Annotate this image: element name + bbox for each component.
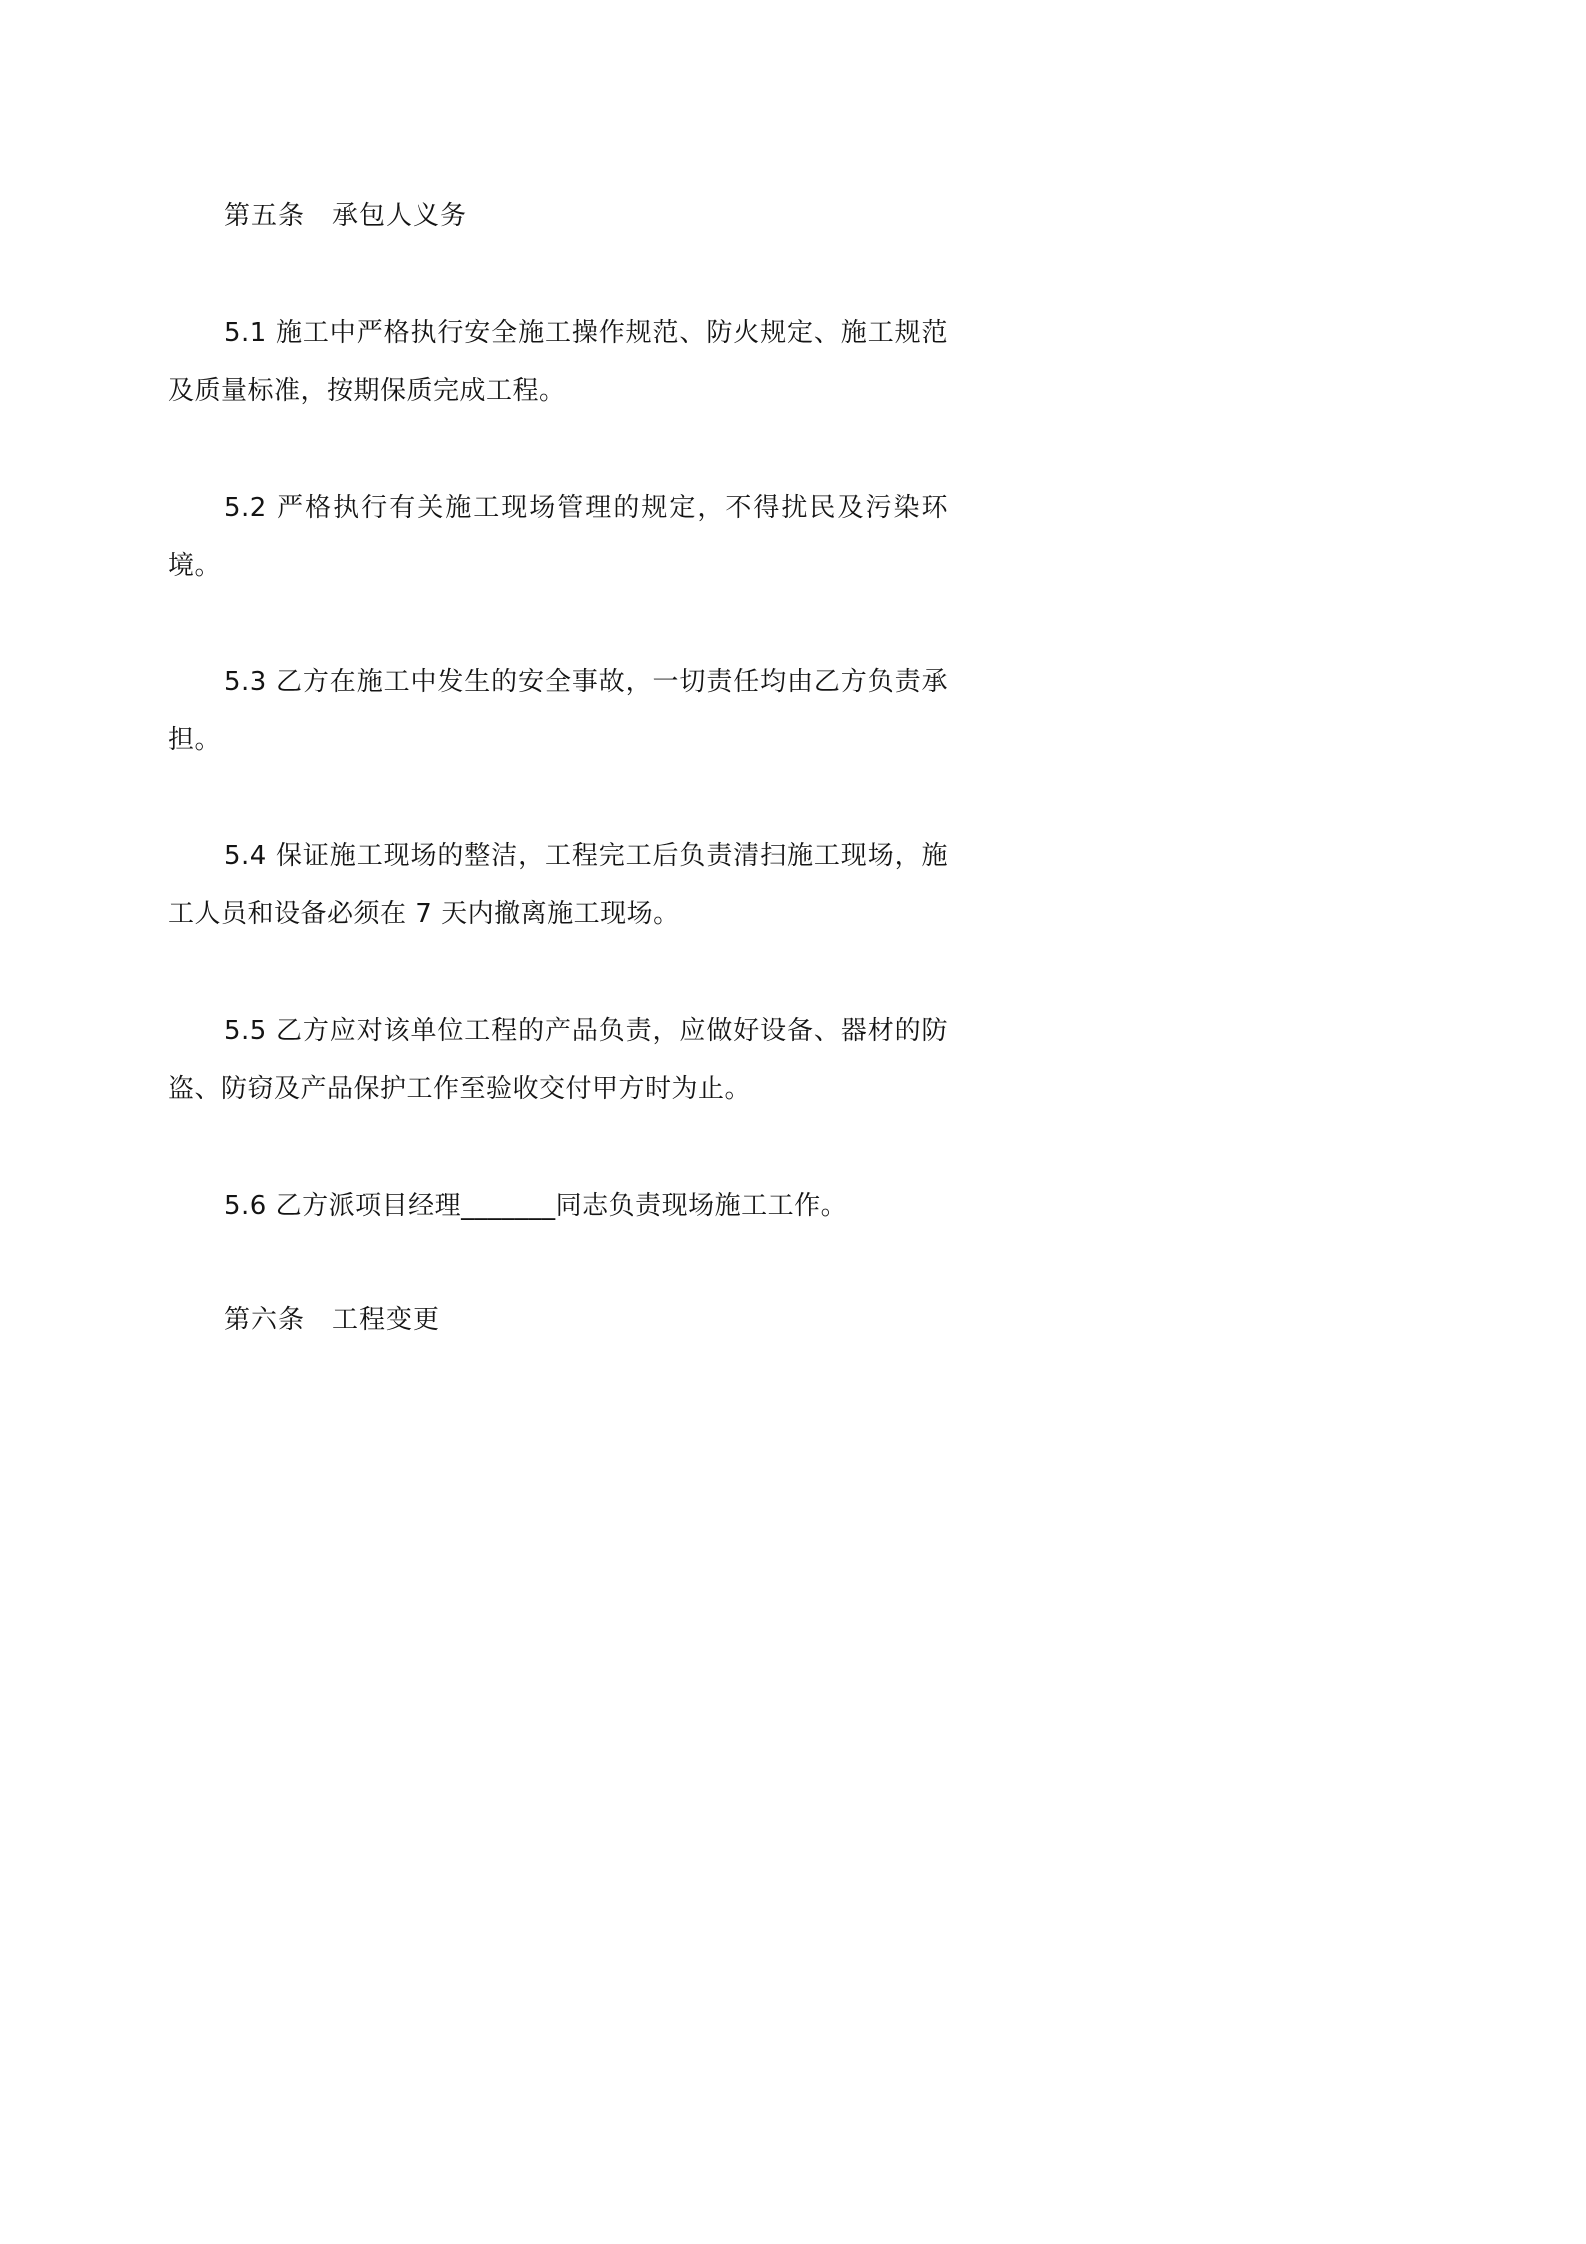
clause-5-1: 5.1 施工中严格执行安全施工操作规范、防火规定、施工规范及质量标准，按期保质完成工程。 (168, 318, 948, 406)
clause-5-5: 5.5 乙方应对该单位工程的产品负责，应做好设备、器材的防盗、防窃及产品保护工作至验收交付甲方时为止。 (168, 1016, 948, 1104)
clause-5-6: 5.6 乙方派项目经理_______同志负责现场施工工作。 (224, 1191, 848, 1221)
clause-5-4: 5.4 保证施工现场的整洁，工程完工后负责清扫施工现场，施工人员和设备必须在 7 天内撤离施工现场。 (168, 841, 948, 929)
clause-5-2: 5.2 严格执行有关施工现场管理的规定，不得扰民及污染环境。 (168, 493, 948, 581)
clause-5-3: 5.3 乙方在施工中发生的安全事故，一切责任均由乙方负责承担。 (168, 667, 948, 755)
document-page (0, 0, 1100, 1556)
article-6-heading: 第六条 工程变更 (224, 1305, 441, 1335)
article-5-heading: 第五条 承包人义务 (224, 201, 468, 231)
